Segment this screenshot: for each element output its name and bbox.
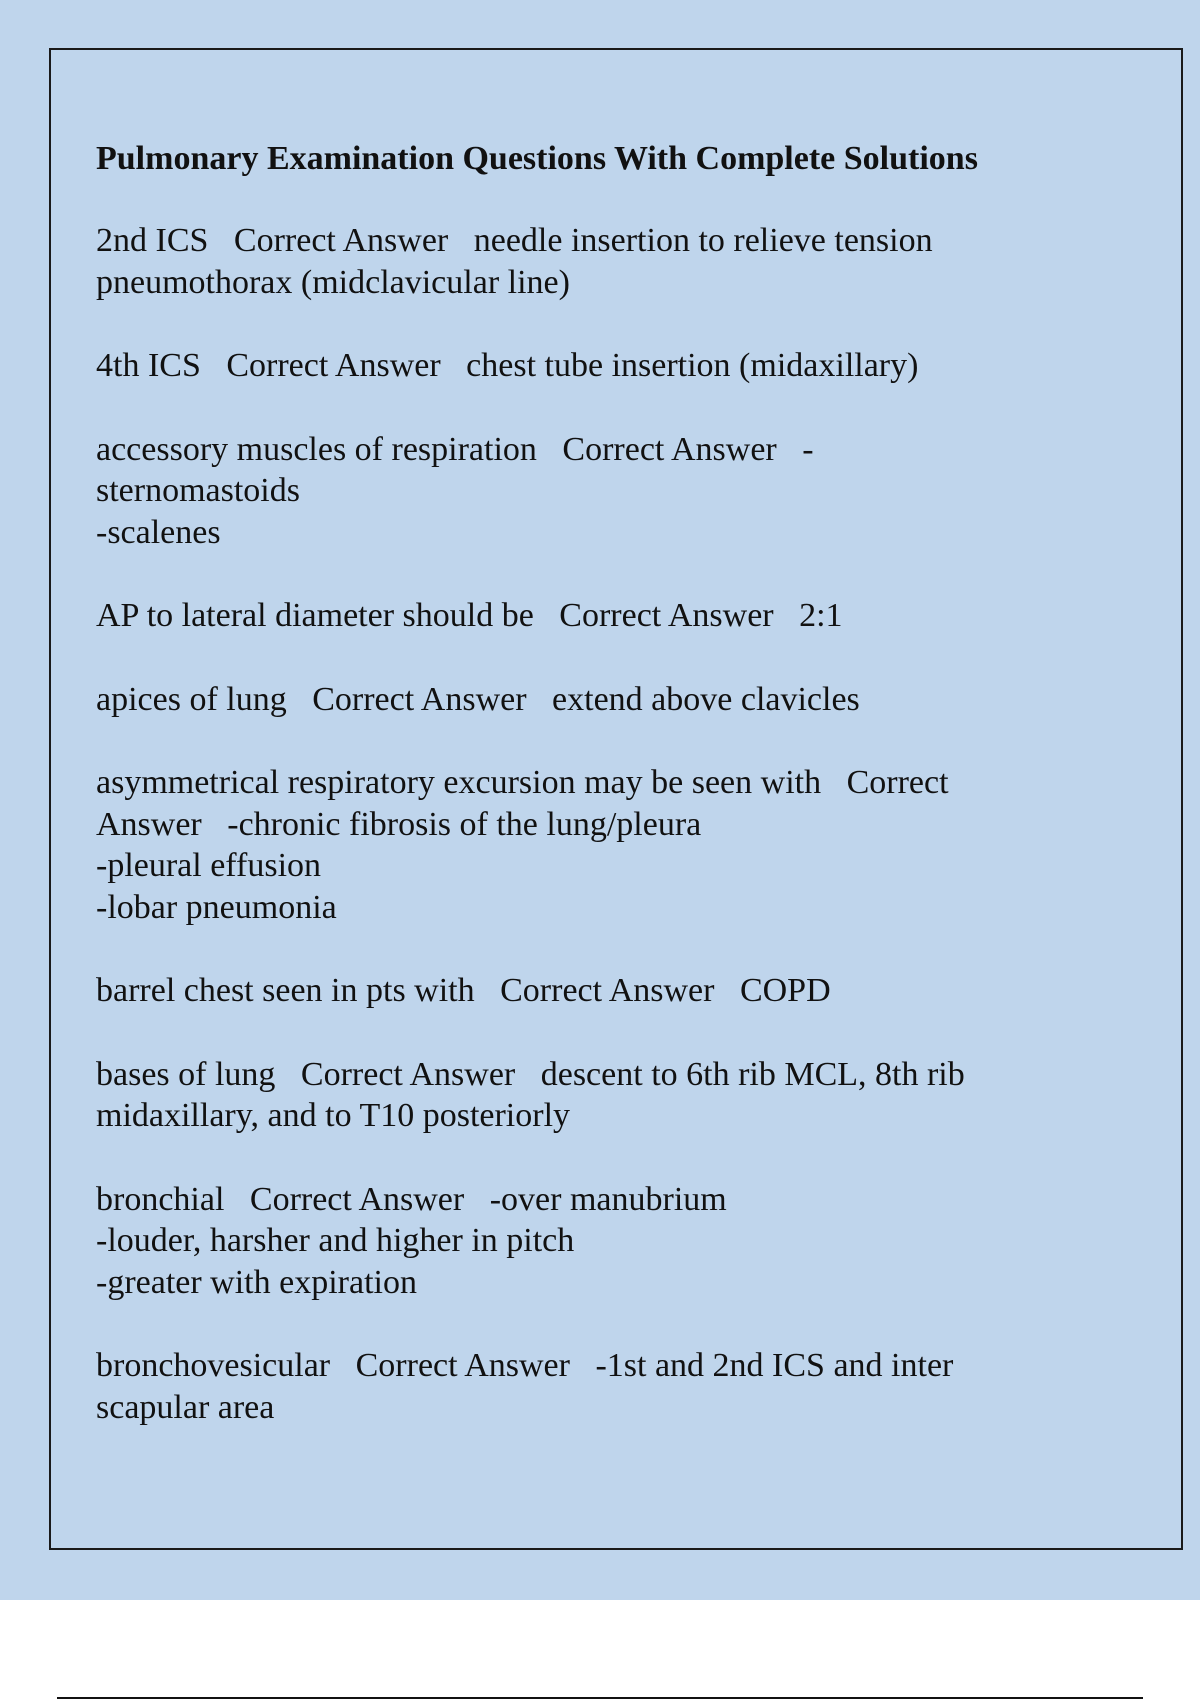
document-content: [96, 138, 1106, 1470]
qa-item: apices of lung Correct Answer extend above clavicles: [96, 680, 860, 718]
page-footer-rule: [57, 1697, 1143, 1699]
qa-item: accessory muscles of respiration Correct Answer - sternomastoids -scalenes: [96, 430, 814, 551]
qa-item: bronchial Correct Answer -over manubrium -louder, harsher and higher in pitch -greater with expiration: [96, 1180, 727, 1301]
qa-item: AP to lateral diameter should be Correct Answer 2:1: [96, 597, 843, 634]
qa-item: bases of lung Correct Answer descent to 6th rib MCL, 8th rib midaxillary, and to T10 posteriorly: [96, 1055, 965, 1134]
document-title: Pulmonary Examination Questions With Complete Solutions: [96, 140, 978, 177]
qa-item: asymmetrical respiratory excursion may be seen with Correct Answer -chronic fibrosis of the lung/pleura -pleural effusion -lobar pneumonia: [96, 764, 949, 926]
qa-item: 4th ICS Correct Answer chest tube insertion (midaxillary): [96, 347, 919, 384]
qa-item: 2nd ICS Correct Answer needle insertion to relieve tension pneumothorax (midclavicular line): [96, 222, 933, 301]
qa-item: barrel chest seen in pts with Correct Answer COPD: [96, 972, 831, 1009]
qa-list: [96, 220, 1106, 1428]
qa-item: bronchovesicular Correct Answer -1st and 2nd ICS and inter scapular area: [96, 1347, 954, 1426]
